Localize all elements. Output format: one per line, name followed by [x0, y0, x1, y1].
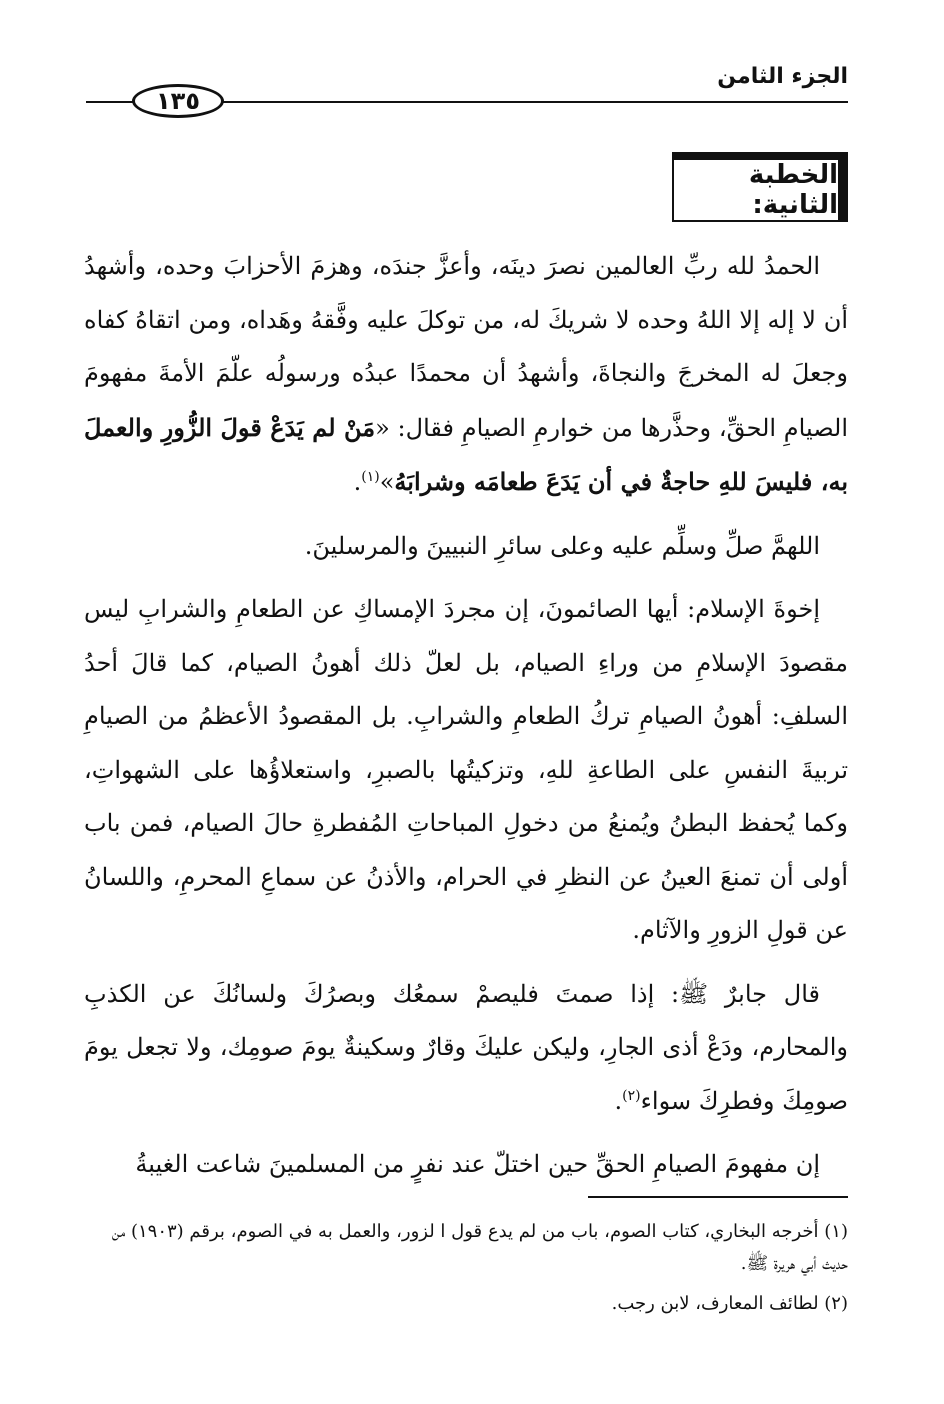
paragraph-4-text: قال جابرٌ ﷺ: إذا صمتَ فليصمْ سمعُك وبصرُكَ ولسانُكَ عن الكذبِ والمحارم، ودَعْ أذى الجارِ، وليكن عليكَ وقارٌ وسكينةٌ يومَ صومِك، ولا تجعل يومَ صومِكَ وفطرِكَ سواء: [84, 979, 848, 1115]
paragraph-opening: [84, 240, 848, 510]
footnote-2: (٢) لطائف المعارف، لابن رجب.: [611, 1293, 848, 1314]
paragraph-1-end: .: [353, 468, 362, 496]
paragraph-4-end: .: [614, 1086, 623, 1115]
page-number: ١٣٥: [132, 84, 224, 118]
running-title: الجزء الثامن: [717, 64, 848, 89]
paragraph-fasting-purpose: إخوةَ الإسلام: أيها الصائمونَ، إن مجردَ الإمساكِ عن الطعامِ والشرابِ ليس مقصودَ الإسلامِ من وراءِ الصيام، بل لعلّ ذلك أهونُ الصيام، كما قالَ أحدُ السلفِ: أهونُ الصيامِ تركُ الطعامِ والشرابِ. بل المقصودُ الأعظمُ من الصيامِ تربيةَ النفسِ على الطاعةِ للهِ، وتزكيتُها بالصبرِ، واستعلاؤُها على الشهواتِ، وكما يُحفظ البطنُ ويُمنعُ من دخولِ المباحاتِ المُفطرةِ حالَ الصيام، فمن باب أولى أن تمنعَ العينُ عن النظرِ في الحرام، والأذنُ عن سماعِ المحرمِ، واللسانُ عن قولِ الزورِ والآثام.: [84, 595, 848, 944]
paragraph-continuation: إن مفهومَ الصيامِ الحقِّ حين اختلّ عند نفرٍ من المسلمينَ شاعت الغيبةُ: [135, 1150, 820, 1178]
paragraph-1-text: الحمدُ لله ربِّ العالمين نصرَ دينَه، وأعزَّ جندَه، وهزمَ الأحزابَ وحده، وأشهدُ أن لا إله إلا اللهُ وحده لا شريكَ له، من توكلَ عليه وفَّقهُ وهَداه، ومن اتقاهُ كفاه وجعلَ له المخرجَ والنجاةَ، وأشهدُ أن محمدًا عبدُه ورسولُه علّمَ الأمةَ مفهومَ الصيامِ الحقِّ، وحذَّرها من خوارمِ الصيامِ فقال: «: [84, 252, 848, 442]
footnote-1: (١) أخرجه البخاري، كتاب الصوم، باب من لم يدع قول ا لزور، والعمل به في الصوم، برقم (١٩٠٣) من حديث أبي هريرة ﷺ.: [111, 1221, 848, 1274]
section-heading-box: [664, 152, 848, 228]
hadith-quote: مَنْ لم يَدَعْ قولَ الزُّورِ والعملَ به، فليسَ للهِ حاجةٌ في أن يَدَعَ طعامَه وشرابَهُ: [84, 412, 848, 496]
section-heading: الخطبة الثانية:: [672, 158, 840, 222]
body-text: [84, 240, 848, 1202]
footnotes: [84, 1216, 848, 1328]
footnote-ref-2: (٢): [622, 1087, 641, 1104]
quote-close: »: [379, 468, 395, 496]
paragraph-jabir-quote: [84, 968, 848, 1129]
footnote-rule: [588, 1196, 848, 1198]
footnote-ref-1: (١): [361, 469, 380, 485]
paragraph-prayer: اللهمَّ صلِّ وسلِّم عليه وعلى سائرِ النبيينَ والمرسلينَ.: [304, 531, 820, 560]
